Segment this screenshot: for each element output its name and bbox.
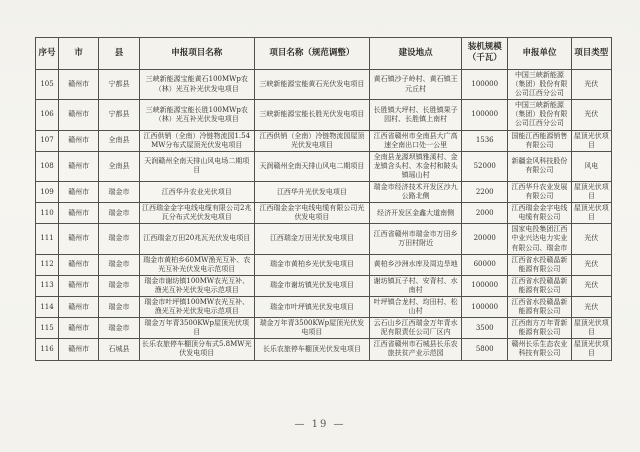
cell-county: 全南县 [99,151,139,181]
cell-declared_name: 江西瑞金万田20兆瓦光伏发电项目 [139,224,254,254]
cell-capacity_kw: 100000 [462,100,508,130]
cell-adjusted_name: 瑞金市叶坪镇光伏发电项目 [254,297,369,318]
cell-location: 长胜镇大坪村、长胜镇果子园村、长胜镇上南村 [370,100,462,130]
cell-county: 瑞金市 [99,297,139,318]
page-number: — 19 — [294,419,346,430]
table-header [36,38,612,70]
cell-no: 105 [36,69,59,99]
column-header-no: 序号 [36,38,59,70]
cell-type: 屋顶光伏项目 [571,203,611,224]
cell-applicant: 中国三峡新能源（集团）股份有限公司江西分公司 [508,69,571,99]
table-row [36,203,612,224]
cell-location: 瑞金市经济技术开发区沙九公路北侧 [370,181,462,202]
cell-county: 瑞金市 [99,318,139,339]
cell-no: 110 [36,203,59,224]
cell-capacity_kw: 20000 [462,224,508,254]
cell-declared_name: 三峡新能源宝能黄石100MWp农（林）光互补光伏发电项目 [139,69,254,99]
cell-adjusted_name: 天润赣州全南天排山风电二期项目 [254,151,369,181]
table-row [36,130,612,151]
cell-city: 赣州市 [59,275,99,296]
table-row [36,100,612,130]
cell-adjusted_name: 江西供销（全南）冷链物流园屋顶光伏发电项目 [254,130,369,151]
cell-city: 赣州市 [59,203,99,224]
cell-applicant: 中国三峡新能源（集团）股份有限公司江西分公司 [508,100,571,130]
cell-type: 屋顶光伏项目 [571,339,611,360]
table-row [36,151,612,181]
cell-county: 瑞金市 [99,203,139,224]
cell-county: 瑞金市 [99,275,139,296]
cell-type: 光伏 [571,69,611,99]
cell-applicant: 国家电投集团江西中业兴达电力实业有限公司、瑞金市 [508,224,571,254]
cell-no: 111 [36,224,59,254]
cell-adjusted_name: 三峡新能源宝能黄石光伏发电项目 [254,69,369,99]
column-header-applicant: 申报单位 [508,38,571,70]
table-row [36,297,612,318]
cell-capacity_kw: 60000 [462,254,508,275]
column-header-county: 县 [99,38,139,70]
column-header-adjusted_name: 项目名称（规范调整） [254,38,369,70]
cell-capacity_kw: 5800 [462,339,508,360]
cell-no: 112 [36,254,59,275]
cell-capacity_kw: 100000 [462,275,508,296]
cell-city: 赣州市 [59,297,99,318]
cell-adjusted_name: 江西华升光伏发电项目 [254,181,369,202]
cell-capacity_kw: 100000 [462,69,508,99]
cell-city: 赣州市 [59,181,99,202]
cell-city: 赣州市 [59,224,99,254]
cell-adjusted_name: 江西瑞金金字电线电缆有限公司光伏发电项目 [254,203,369,224]
cell-adjusted_name: 瑞金市黄柏乡光伏发电项目 [254,254,369,275]
cell-county: 瑞金市 [99,254,139,275]
cell-type: 光伏 [571,297,611,318]
cell-type: 屋顶光伏项目 [571,130,611,151]
cell-county: 宁都县 [99,69,139,99]
cell-no: 109 [36,181,59,202]
column-header-capacity_kw: 装机规模（千瓦） [462,38,508,70]
table-row [36,181,612,202]
cell-city: 赣州市 [59,130,99,151]
cell-capacity_kw: 2000 [462,203,508,224]
cell-location: 云石山乡江西瑞金万年青水泥有限责任公司厂区内 [370,318,462,339]
cell-declared_name: 瑞金市黄柏乡60MW渔光互补、农光互补光伏发电示范项目 [139,254,254,275]
cell-declared_name: 天润赣州全南天排山风电场二期项目 [139,151,254,181]
cell-capacity_kw: 100000 [462,297,508,318]
cell-declared_name: 江西瑞金金字电线电缆有限公司2兆瓦分布式光伏发电项目 [139,203,254,224]
project-approval-table [35,37,612,361]
cell-type: 光伏 [571,254,611,275]
cell-adjusted_name: 长乐农旅停车棚顶光伏发电项目 [254,339,369,360]
cell-applicant: 江西华升农业发展有限公司 [508,181,571,202]
cell-location: 江西省赣州市石城县长乐农旅扶贫产业示范园 [370,339,462,360]
cell-adjusted_name: 瑞金市谢坊镇光伏发电项目 [254,275,369,296]
table-row [36,318,612,339]
cell-type: 光伏 [571,275,611,296]
cell-type: 光伏 [571,224,611,254]
cell-type: 屋顶光伏项目 [571,181,611,202]
cell-city: 赣州市 [59,254,99,275]
cell-declared_name: 瑞金万年青3500KWp屋顶光伏项目 [139,318,254,339]
cell-capacity_kw: 1536 [462,130,508,151]
cell-capacity_kw: 52000 [462,151,508,181]
cell-city: 赣州市 [59,151,99,181]
table-row [36,224,612,254]
cell-applicant: 江西省水投赣晶新能源有限公司 [508,275,571,296]
cell-county: 宁都县 [99,100,139,130]
cell-city: 赣州市 [59,339,99,360]
cell-capacity_kw: 2200 [462,181,508,202]
table-row [36,275,612,296]
table-row [36,254,612,275]
table-body [36,69,612,360]
cell-county: 石城县 [99,339,139,360]
cell-type: 屋顶光伏项目 [571,318,611,339]
cell-location: 江西省赣州市全南县大广高速全南出口处一公里 [370,130,462,151]
cell-city: 赣州市 [59,69,99,99]
cell-applicant: 江西省水投赣晶新能源有限公司 [508,254,571,275]
cell-applicant: 江西瑞金金字电线电缆有限公司 [508,203,571,224]
cell-applicant: 江西南方万年青新能源有限公司 [508,318,571,339]
cell-applicant: 赣州长乐生态农业科技有限公司 [508,339,571,360]
cell-adjusted_name: 瑞金万年青3500KWp屋顶光伏发电项目 [254,318,369,339]
cell-city: 赣州市 [59,100,99,130]
cell-adjusted_name: 三峡新能源宝能长胜光伏发电项目 [254,100,369,130]
cell-location: 经济开发区金鑫大道南侧 [370,203,462,224]
cell-location: 谢坊镇瓦子村、安背村、水南村 [370,275,462,296]
cell-declared_name: 三峡新能源宝能长胜100MWp农（林）光互补光伏发电项目 [139,100,254,130]
table-header-row [36,38,612,70]
cell-type: 光伏 [571,100,611,130]
cell-declared_name: 江西华升农业光伏项目 [139,181,254,202]
cell-county: 瑞金市 [99,224,139,254]
cell-declared_name: 瑞金市叶坪镇100MW农光互补、渔光互补光伏发电示范项目 [139,297,254,318]
cell-no: 115 [36,318,59,339]
cell-applicant: 江西省水投赣晶新能源有限公司 [508,297,571,318]
table-row [36,339,612,360]
cell-capacity_kw: 3500 [462,318,508,339]
cell-location: 全南县龙源坝镇雅溪村、金龙镇含头村、木金村和陂头镇瑶山村 [370,151,462,181]
cell-location: 黄柏乡沙洲水库及周边旱地 [370,254,462,275]
cell-declared_name: 江西供销（全南）冷链物流园1.54MW分布式屋顶光伏发电项目 [139,130,254,151]
column-header-declared_name: 申报项目名称 [139,38,254,70]
cell-no: 114 [36,297,59,318]
cell-county: 全南县 [99,130,139,151]
cell-location: 黄石镇沙子岭村、黄石镇王元丘村 [370,69,462,99]
cell-location: 叶坪镇合龙村、均田村、松山村 [370,297,462,318]
cell-no: 113 [36,275,59,296]
cell-no: 107 [36,130,59,151]
column-header-type: 项目类型 [571,38,611,70]
cell-county: 瑞金市 [99,181,139,202]
cell-declared_name: 瑞金市谢坊镇100MW农光互补、渔光互补光伏发电示范项目 [139,275,254,296]
column-header-city: 市 [59,38,99,70]
cell-no: 108 [36,151,59,181]
cell-declared_name: 长乐农旅停车棚顶分布式5.8MW光伏发电项目 [139,339,254,360]
column-header-location: 建设地点 [370,38,462,70]
cell-no: 106 [36,100,59,130]
cell-applicant: 国能江西能源销售有限公司 [508,130,571,151]
cell-type: 风电 [571,151,611,181]
cell-no: 116 [36,339,59,360]
table-row [36,69,612,99]
cell-adjusted_name: 江西瑞金万田光伏发电项目 [254,224,369,254]
cell-location: 江西省赣州市瑞金市万田乡万田村附近 [370,224,462,254]
cell-city: 赣州市 [59,318,99,339]
cell-applicant: 新疆金风科技股份有限公司 [508,151,571,181]
